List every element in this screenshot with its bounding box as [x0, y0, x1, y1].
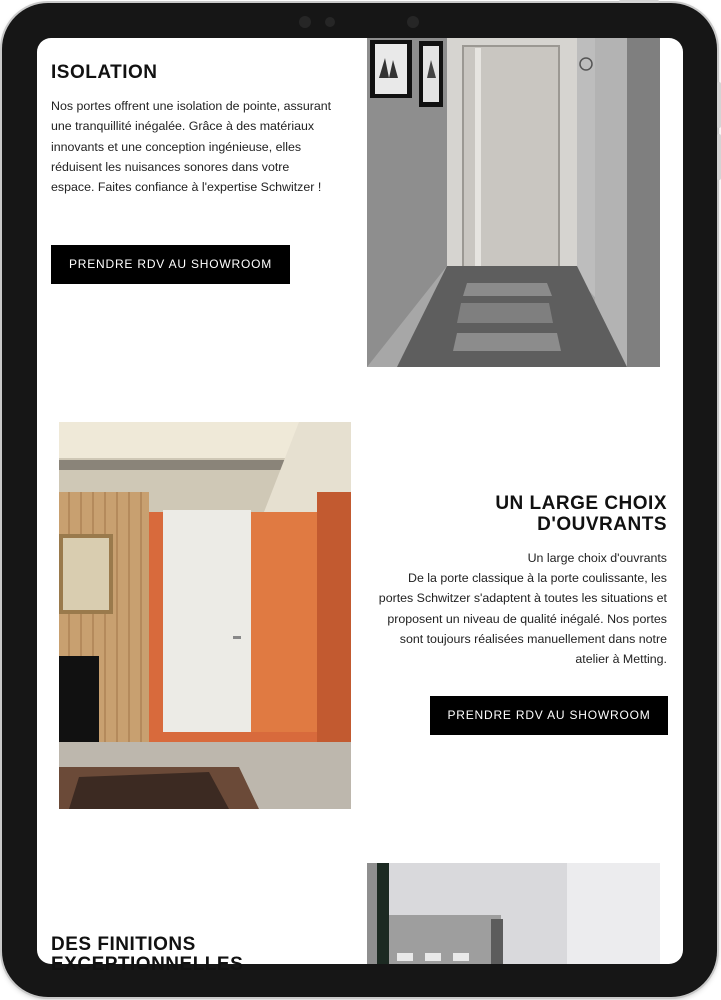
isolation-text: Nos portes offrent une isolation de pointe, assurant une tranquillité inégalée. Grâce à des matériaux innovants et une conception ingénieuse, elles réduisent les nuisances sonores dans votre espace. Faites confiance à l'expertise Schwitzer ! [51, 99, 332, 195]
choix-title-line2: D'OUVRANTS [537, 514, 667, 535]
top-button [619, 0, 659, 3]
choix-subtitle: Un large choix d'ouvrants [527, 551, 667, 565]
isolation-title: ISOLATION [51, 62, 158, 83]
choix-text-block [377, 548, 667, 669]
volume-up-button [717, 82, 721, 128]
choix-title-line1: UN LARGE CHOIX [495, 493, 667, 514]
sensor-icon [325, 17, 335, 27]
finitions-title-line1: DES FINITIONS [51, 934, 196, 955]
choix-showroom-button[interactable]: PRENDRE RDV AU SHOWROOM [430, 696, 668, 735]
finitions-title-line2: EXCEPTIONNELLES [51, 954, 244, 975]
finitions-title [51, 935, 351, 975]
choix-text: De la porte classique à la porte coulissante, les portes Schwitzer s'adaptent à toutes les situations et proposent un niveau de qualité inégalé. Nos portes sont toujours réalisées manuellement dans notre atelier à Metting. [378, 571, 667, 667]
choix-title [367, 493, 667, 535]
orange-room-door-image [59, 422, 351, 809]
finitions-image [367, 863, 660, 964]
face-id-sensor-icon [407, 16, 419, 28]
isolation-showroom-button[interactable]: PRENDRE RDV AU SHOWROOM [51, 245, 290, 284]
corridor-door-image [367, 38, 660, 367]
volume-down-button [717, 134, 721, 180]
page-screen[interactable] [37, 38, 683, 975]
front-camera-icon [299, 16, 311, 28]
